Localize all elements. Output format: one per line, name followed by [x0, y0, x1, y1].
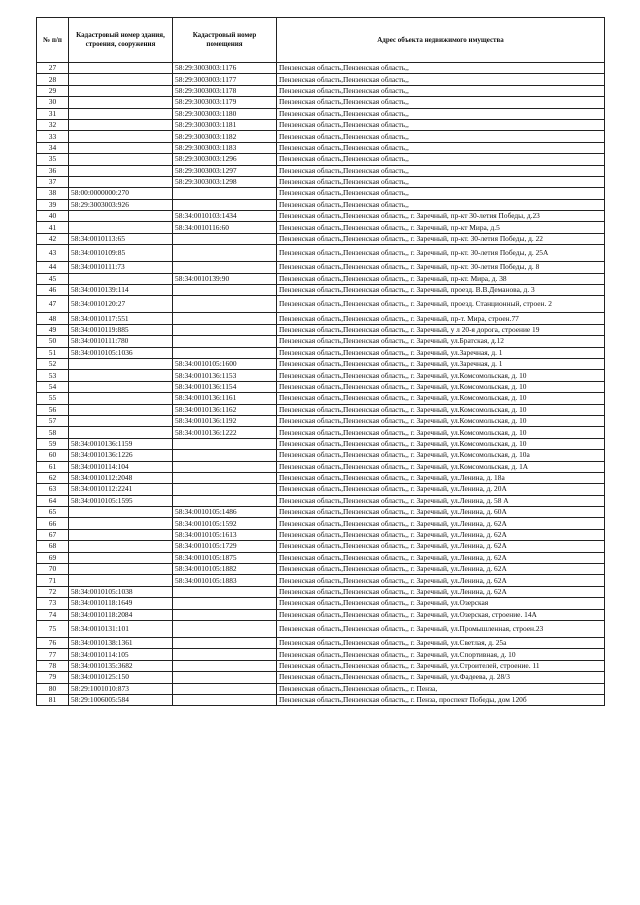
room-cadastral-cell: 58:29:3003003:1177 [173, 74, 277, 85]
table-row [37, 637, 605, 648]
table-row [37, 575, 605, 586]
row-number: 49 [37, 324, 69, 335]
building-cadastral-cell [69, 176, 173, 187]
row-number: 41 [37, 222, 69, 233]
building-cadastral-cell: 58:34:0010136:1226 [69, 450, 173, 461]
row-number: 29 [37, 85, 69, 96]
address-cell: Пензенская область,Пензенская область,, г. Заречный, ул.Строителей, строение. 11 [277, 660, 605, 671]
address-cell: Пензенская область,Пензенская область,, г. Заречный, ул.Спортивная, д. 10 [277, 649, 605, 660]
row-number: 67 [37, 529, 69, 540]
table-row [37, 660, 605, 671]
header-number: № п/п [37, 18, 69, 63]
building-cadastral-cell: 58:34:0010114:104 [69, 461, 173, 472]
address-cell: Пензенская область,Пензенская область,, г. Заречный, ул.Ленина, д. 62А [277, 564, 605, 575]
address-cell: Пензенская область,Пензенская область,, г. Заречный, ул.Комсомольская, д. 1А [277, 461, 605, 472]
table-row [37, 296, 605, 313]
table-row [37, 438, 605, 449]
building-cadastral-cell [69, 404, 173, 415]
room-cadastral-cell: 58:34:0010136:1153 [173, 370, 277, 381]
building-cadastral-cell: 58:34:0010118:2084 [69, 609, 173, 620]
table-row [37, 415, 605, 426]
address-cell: Пензенская область,Пензенская область,, г. Заречный, ул.Озерская, строение. 14А [277, 609, 605, 620]
table-row [37, 552, 605, 563]
room-cadastral-cell: 58:29:3003003:1298 [173, 176, 277, 187]
address-cell: Пензенская область,Пензенская область,, г. Заречный, ул.Ленина, д. 62А [277, 541, 605, 552]
row-number: 74 [37, 609, 69, 620]
table-row [37, 564, 605, 575]
row-number: 39 [37, 199, 69, 210]
row-number: 61 [37, 461, 69, 472]
building-cadastral-cell: 58:34:0010111:73 [69, 262, 173, 273]
row-number: 27 [37, 63, 69, 74]
room-cadastral-cell [173, 188, 277, 199]
building-cadastral-cell [69, 154, 173, 165]
building-cadastral-cell: 58:34:0010105:1038 [69, 586, 173, 597]
building-cadastral-cell [69, 142, 173, 153]
property-register-sheet [36, 17, 605, 706]
address-cell: Пензенская область,Пензенская область,, г. Заречный, ул.Ленина, д. 62А [277, 529, 605, 540]
row-number: 72 [37, 586, 69, 597]
building-cadastral-cell: 58:34:0010139:114 [69, 285, 173, 296]
building-cadastral-cell [69, 222, 173, 233]
room-cadastral-cell: 58:34:0010105:1882 [173, 564, 277, 575]
address-cell: Пензенская область,Пензенская область,, г. Заречный, ул.Ленина, д. 58 А [277, 495, 605, 506]
room-cadastral-cell [173, 620, 277, 637]
address-cell: Пензенская область,Пензенская область,, г. Заречный, ул.Ленина, д. 20А [277, 484, 605, 495]
table-row [37, 324, 605, 335]
address-cell: Пензенская область,Пензенская область,, г. Заречный, ул.Заречная, д. 1 [277, 358, 605, 369]
address-cell: Пензенская область,Пензенская область,, г. Заречный, проезд. Станционный, строен. 2 [277, 296, 605, 313]
room-cadastral-cell: 58:29:3003003:1296 [173, 154, 277, 165]
address-cell: Пензенская область,Пензенская область,, [277, 188, 605, 199]
room-cadastral-cell: 58:34:0010103:1434 [173, 211, 277, 222]
table-row [37, 222, 605, 233]
table-row [37, 154, 605, 165]
row-number: 34 [37, 142, 69, 153]
header-address: Адрес объекта недвижимого имущества [277, 18, 605, 63]
address-cell: Пензенская область,Пензенская область,, г. Заречный, пр-кт. 30-летия Победы, д. 8 [277, 262, 605, 273]
table-row [37, 358, 605, 369]
address-cell: Пензенская область,Пензенская область,, г. Заречный, ул.Комсомольская, д. 10 [277, 415, 605, 426]
row-number: 48 [37, 313, 69, 324]
row-number: 79 [37, 672, 69, 683]
table-row [37, 495, 605, 506]
room-cadastral-cell [173, 609, 277, 620]
room-cadastral-cell: 58:34:0010105:1486 [173, 507, 277, 518]
table-row [37, 694, 605, 705]
row-number: 38 [37, 188, 69, 199]
table-row [37, 586, 605, 597]
table-row [37, 131, 605, 142]
address-cell: Пензенская область,Пензенская область,, [277, 119, 605, 130]
address-cell: Пензенская область,Пензенская область,, г. Заречный, пр-кт. Мира, д. 38 [277, 273, 605, 284]
room-cadastral-cell: 58:29:3003003:1182 [173, 131, 277, 142]
building-cadastral-cell: 58:00:0000000:270 [69, 188, 173, 199]
address-cell: Пензенская область,Пензенская область,, г. Заречный, ул.Комсомольская, д. 10а [277, 450, 605, 461]
property-table [36, 17, 605, 706]
address-cell: Пензенская область,Пензенская область,, г. Заречный, пр-кт Мира, д.5 [277, 222, 605, 233]
row-number: 35 [37, 154, 69, 165]
address-cell: Пензенская область,Пензенская область,, [277, 63, 605, 74]
building-cadastral-cell: 58:34:0010111:780 [69, 336, 173, 347]
room-cadastral-cell: 58:29:3003003:1179 [173, 97, 277, 108]
table-row [37, 142, 605, 153]
header-room-cadastral: Кадастровый номер помещения [173, 18, 277, 63]
building-cadastral-cell [69, 108, 173, 119]
table-row [37, 541, 605, 552]
building-cadastral-cell [69, 427, 173, 438]
room-cadastral-cell [173, 484, 277, 495]
row-number: 56 [37, 404, 69, 415]
table-row [37, 262, 605, 273]
building-cadastral-cell: 58:34:0010112:2048 [69, 472, 173, 483]
table-row [37, 529, 605, 540]
building-cadastral-cell: 58:34:0010135:3682 [69, 660, 173, 671]
building-cadastral-cell [69, 97, 173, 108]
room-cadastral-cell [173, 472, 277, 483]
row-number: 62 [37, 472, 69, 483]
table-row [37, 199, 605, 210]
row-number: 28 [37, 74, 69, 85]
room-cadastral-cell [173, 683, 277, 694]
address-cell: Пензенская область,Пензенская область,, [277, 108, 605, 119]
table-row [37, 620, 605, 637]
address-cell: Пензенская область,Пензенская область,, г. Заречный, пр-т. Мира, строен.77 [277, 313, 605, 324]
building-cadastral-cell [69, 518, 173, 529]
row-number: 33 [37, 131, 69, 142]
room-cadastral-cell: 58:29:3003003:1180 [173, 108, 277, 119]
building-cadastral-cell [69, 529, 173, 540]
row-number: 80 [37, 683, 69, 694]
room-cadastral-cell: 58:29:3003003:1297 [173, 165, 277, 176]
building-cadastral-cell: 58:34:0010114:105 [69, 649, 173, 660]
address-cell: Пензенская область,Пензенская область,, [277, 85, 605, 96]
building-cadastral-cell: 58:29:1006005:584 [69, 694, 173, 705]
table-row [37, 97, 605, 108]
row-number: 42 [37, 233, 69, 244]
address-cell: Пензенская область,Пензенская область,, г. Заречный, ул.Ленина, д. 62А [277, 518, 605, 529]
room-cadastral-cell [173, 637, 277, 648]
address-cell: Пензенская область,Пензенская область,, г. Пенза, проспект Победы, дом 120б [277, 694, 605, 705]
room-cadastral-cell: 58:34:0010139:90 [173, 273, 277, 284]
room-cadastral-cell: 58:34:0010105:1729 [173, 541, 277, 552]
table-row [37, 165, 605, 176]
room-cadastral-cell [173, 233, 277, 244]
row-number: 50 [37, 336, 69, 347]
row-number: 69 [37, 552, 69, 563]
address-cell: Пензенская область,Пензенская область,, г. Заречный, ул.Комсомольская, д. 10 [277, 393, 605, 404]
address-cell: Пензенская область,Пензенская область,, г. Заречный, ул.Комсомольская, д. 10 [277, 381, 605, 392]
table-row [37, 672, 605, 683]
row-number: 76 [37, 637, 69, 648]
table-row [37, 74, 605, 85]
room-cadastral-cell: 58:29:3003003:1176 [173, 63, 277, 74]
building-cadastral-cell [69, 211, 173, 222]
room-cadastral-cell [173, 598, 277, 609]
row-number: 36 [37, 165, 69, 176]
address-cell: Пензенская область,Пензенская область,, г. Заречный, ул.Комсомольская, д. 10 [277, 427, 605, 438]
table-row [37, 245, 605, 262]
room-cadastral-cell: 58:29:3003003:1181 [173, 119, 277, 130]
room-cadastral-cell [173, 450, 277, 461]
row-number: 52 [37, 358, 69, 369]
row-number: 59 [37, 438, 69, 449]
table-row [37, 336, 605, 347]
table-row [37, 211, 605, 222]
address-cell: Пензенская область,Пензенская область,, г. Заречный, пр-кт. 30-летия Победы, д. 25А [277, 245, 605, 262]
address-cell: Пензенская область,Пензенская область,, [277, 74, 605, 85]
table-row [37, 313, 605, 324]
address-cell: Пензенская область,Пензенская область,, [277, 97, 605, 108]
row-number: 30 [37, 97, 69, 108]
room-cadastral-cell: 58:34:0010136:1192 [173, 415, 277, 426]
building-cadastral-cell: 58:29:1001010:873 [69, 683, 173, 694]
table-row [37, 404, 605, 415]
row-number: 64 [37, 495, 69, 506]
row-number: 37 [37, 176, 69, 187]
building-cadastral-cell [69, 85, 173, 96]
table-row [37, 233, 605, 244]
table-row [37, 518, 605, 529]
address-cell: Пензенская область,Пензенская область,, г. Заречный, ул.Братская, д.12 [277, 336, 605, 347]
building-cadastral-cell: 58:34:0010136:1159 [69, 438, 173, 449]
room-cadastral-cell: 58:34:0010136:1162 [173, 404, 277, 415]
building-cadastral-cell: 58:34:0010105:1036 [69, 347, 173, 358]
table-row [37, 393, 605, 404]
table-row [37, 484, 605, 495]
room-cadastral-cell [173, 324, 277, 335]
address-cell: Пензенская область,Пензенская область,, г. Заречный, пр-кт 30-летия Победы, д.23 [277, 211, 605, 222]
table-row [37, 63, 605, 74]
room-cadastral-cell [173, 347, 277, 358]
table-row [37, 461, 605, 472]
row-number: 40 [37, 211, 69, 222]
building-cadastral-cell [69, 165, 173, 176]
row-number: 68 [37, 541, 69, 552]
room-cadastral-cell [173, 672, 277, 683]
room-cadastral-cell [173, 336, 277, 347]
room-cadastral-cell: 58:34:0010116:60 [173, 222, 277, 233]
row-number: 31 [37, 108, 69, 119]
row-number: 51 [37, 347, 69, 358]
row-number: 73 [37, 598, 69, 609]
table-row [37, 370, 605, 381]
address-cell: Пензенская область,Пензенская область,, г. Заречный, ул.Комсомольская, д. 10 [277, 370, 605, 381]
row-number: 47 [37, 296, 69, 313]
table-row [37, 598, 605, 609]
building-cadastral-cell [69, 119, 173, 130]
room-cadastral-cell [173, 245, 277, 262]
row-number: 77 [37, 649, 69, 660]
address-cell: Пензенская область,Пензенская область,, [277, 154, 605, 165]
address-cell: Пензенская область,Пензенская область,, г. Заречный, ул.Комсомольская, д. 10 [277, 404, 605, 415]
building-cadastral-cell [69, 74, 173, 85]
table-row [37, 450, 605, 461]
address-cell: Пензенская область,Пензенская область,, г. Заречный, ул.Озерская [277, 598, 605, 609]
address-cell: Пензенская область,Пензенская область,, [277, 176, 605, 187]
room-cadastral-cell [173, 313, 277, 324]
row-number: 70 [37, 564, 69, 575]
room-cadastral-cell [173, 694, 277, 705]
row-number: 78 [37, 660, 69, 671]
building-cadastral-cell: 58:34:0010125:150 [69, 672, 173, 683]
header-row [37, 18, 605, 63]
row-number: 75 [37, 620, 69, 637]
building-cadastral-cell [69, 131, 173, 142]
building-cadastral-cell [69, 415, 173, 426]
building-cadastral-cell [69, 370, 173, 381]
room-cadastral-cell [173, 495, 277, 506]
address-cell: Пензенская область,Пензенская область,, г. Заречный, проезд. В.В.Деманова, д. 3 [277, 285, 605, 296]
table-row [37, 507, 605, 518]
address-cell: Пензенская область,Пензенская область,, г. Заречный, пр-кт. 30-летия Победы, д. 22 [277, 233, 605, 244]
address-cell: Пензенская область,Пензенская область,, г. Заречный, ул.Заречная, д. 1 [277, 347, 605, 358]
room-cadastral-cell: 58:34:0010105:1613 [173, 529, 277, 540]
address-cell: Пензенская область,Пензенская область,, г. Заречный, у л 20-я дорога, строение 19 [277, 324, 605, 335]
row-number: 81 [37, 694, 69, 705]
row-number: 57 [37, 415, 69, 426]
building-cadastral-cell [69, 63, 173, 74]
address-cell: Пензенская область,Пензенская область,, г. Заречный, ул.Ленина, д. 62А [277, 575, 605, 586]
address-cell: Пензенская область,Пензенская область,, г. Заречный, ул.Ленина, д. 62А [277, 586, 605, 597]
row-number: 63 [37, 484, 69, 495]
header-building-cadastral: Кадастровый номер здания, строения, сооружения [69, 18, 173, 63]
table-row [37, 188, 605, 199]
room-cadastral-cell [173, 199, 277, 210]
table-row [37, 472, 605, 483]
table-row [37, 119, 605, 130]
address-cell: Пензенская область,Пензенская область,, [277, 165, 605, 176]
address-cell: Пензенская область,Пензенская область,, г. Заречный, ул.Светлая, д. 25а [277, 637, 605, 648]
table-header [37, 18, 605, 63]
address-cell: Пензенская область,Пензенская область,, г. Заречный, ул.Комсомольская, д. 10 [277, 438, 605, 449]
building-cadastral-cell: 58:34:0010109:85 [69, 245, 173, 262]
building-cadastral-cell: 58:34:0010118:1649 [69, 598, 173, 609]
address-cell: Пензенская область,Пензенская область,, г. Заречный, ул.Ленина, д. 62А [277, 552, 605, 563]
room-cadastral-cell [173, 285, 277, 296]
room-cadastral-cell: 58:34:0010105:1592 [173, 518, 277, 529]
row-number: 54 [37, 381, 69, 392]
row-number: 55 [37, 393, 69, 404]
table-row [37, 285, 605, 296]
room-cadastral-cell: 58:29:3003003:1178 [173, 85, 277, 96]
address-cell: Пензенская область,Пензенская область,, [277, 199, 605, 210]
room-cadastral-cell [173, 438, 277, 449]
row-number: 71 [37, 575, 69, 586]
address-cell: Пензенская область,Пензенская область,, г. Пенза, [277, 683, 605, 694]
row-number: 66 [37, 518, 69, 529]
room-cadastral-cell [173, 461, 277, 472]
room-cadastral-cell: 58:34:0010105:1875 [173, 552, 277, 563]
building-cadastral-cell: 58:34:0010138:1361 [69, 637, 173, 648]
building-cadastral-cell: 58:34:0010117:551 [69, 313, 173, 324]
building-cadastral-cell: 58:34:0010120:27 [69, 296, 173, 313]
row-number: 46 [37, 285, 69, 296]
building-cadastral-cell [69, 507, 173, 518]
building-cadastral-cell: 58:34:0010113:65 [69, 233, 173, 244]
room-cadastral-cell [173, 262, 277, 273]
room-cadastral-cell: 58:34:0010136:1222 [173, 427, 277, 438]
row-number: 43 [37, 245, 69, 262]
address-cell: Пензенская область,Пензенская область,, [277, 131, 605, 142]
building-cadastral-cell [69, 358, 173, 369]
room-cadastral-cell [173, 649, 277, 660]
table-row [37, 85, 605, 96]
building-cadastral-cell: 58:34:0010105:1595 [69, 495, 173, 506]
building-cadastral-cell: 58:29:3003003:926 [69, 199, 173, 210]
row-number: 45 [37, 273, 69, 284]
row-number: 32 [37, 119, 69, 130]
building-cadastral-cell: 58:34:0010119:885 [69, 324, 173, 335]
row-number: 53 [37, 370, 69, 381]
table-row [37, 273, 605, 284]
building-cadastral-cell [69, 564, 173, 575]
table-row [37, 347, 605, 358]
room-cadastral-cell: 58:34:0010136:1154 [173, 381, 277, 392]
table-row [37, 108, 605, 119]
row-number: 60 [37, 450, 69, 461]
room-cadastral-cell [173, 296, 277, 313]
address-cell: Пензенская область,Пензенская область,, г. Заречный, ул.Фадеева, д. 28/3 [277, 672, 605, 683]
building-cadastral-cell [69, 381, 173, 392]
address-cell: Пензенская область,Пензенская область,, г. Заречный, ул.Промышленная, строен.23 [277, 620, 605, 637]
table-body [37, 63, 605, 706]
table-row [37, 427, 605, 438]
building-cadastral-cell: 58:34:0010131:101 [69, 620, 173, 637]
room-cadastral-cell: 58:34:0010136:1161 [173, 393, 277, 404]
address-cell: Пензенская область,Пензенская область,, [277, 142, 605, 153]
building-cadastral-cell [69, 273, 173, 284]
room-cadastral-cell: 58:34:0010105:1883 [173, 575, 277, 586]
room-cadastral-cell: 58:29:3003003:1183 [173, 142, 277, 153]
table-row [37, 609, 605, 620]
room-cadastral-cell [173, 586, 277, 597]
address-cell: Пензенская область,Пензенская область,, г. Заречный, ул.Ленина, д. 18а [277, 472, 605, 483]
building-cadastral-cell [69, 393, 173, 404]
building-cadastral-cell [69, 552, 173, 563]
row-number: 65 [37, 507, 69, 518]
room-cadastral-cell: 58:34:0010105:1600 [173, 358, 277, 369]
row-number: 58 [37, 427, 69, 438]
building-cadastral-cell [69, 575, 173, 586]
table-row [37, 683, 605, 694]
table-row [37, 176, 605, 187]
table-row [37, 649, 605, 660]
building-cadastral-cell: 58:34:0010112:2241 [69, 484, 173, 495]
row-number: 44 [37, 262, 69, 273]
room-cadastral-cell [173, 660, 277, 671]
table-row [37, 381, 605, 392]
building-cadastral-cell [69, 541, 173, 552]
address-cell: Пензенская область,Пензенская область,, г. Заречный, ул.Ленина, д. 60А [277, 507, 605, 518]
